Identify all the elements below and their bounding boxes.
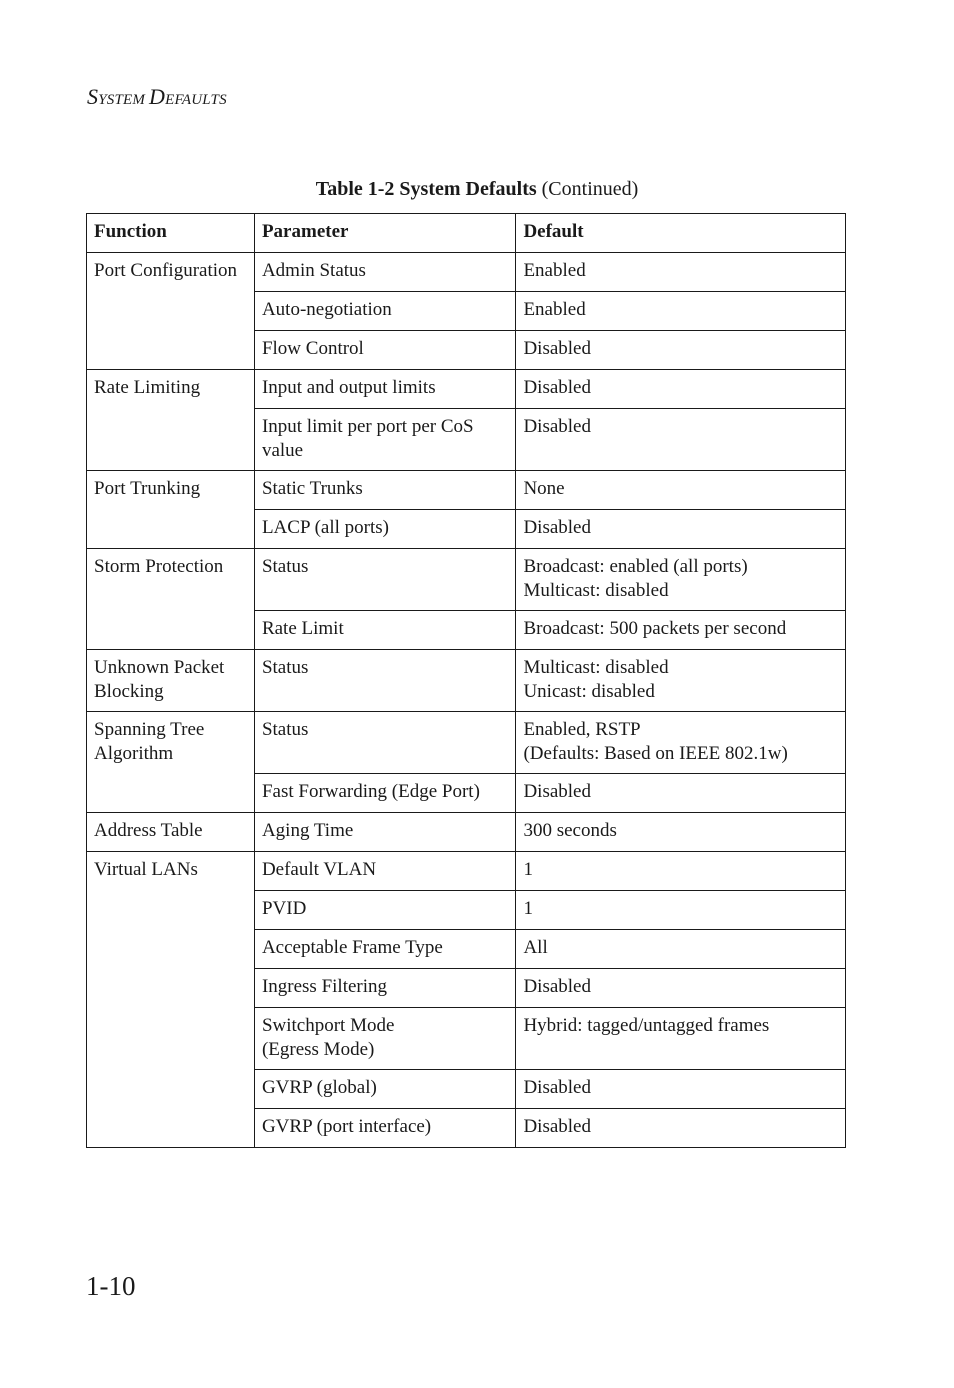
- default-cell: [516, 1070, 846, 1109]
- default-text: Disabled: [523, 1077, 591, 1098]
- parameter-cell: [254, 852, 516, 891]
- parameter-text: Rate Limit: [261, 618, 344, 639]
- table-row: [87, 852, 846, 891]
- parameter-cell: [254, 611, 516, 650]
- parameter-text: Admin Status: [261, 260, 366, 281]
- table-row: [87, 370, 846, 409]
- table-body: [87, 253, 846, 1148]
- parameter-cell: [254, 712, 516, 774]
- running-head-rest-2: EFAULTS: [165, 92, 227, 108]
- function-cell: Port Configuration: [87, 253, 255, 370]
- default-cell: [516, 891, 846, 930]
- parameter-cell: [254, 774, 516, 813]
- function-cell: Address Table: [87, 813, 255, 852]
- parameter-cell: [254, 292, 516, 331]
- parameter-cell: [254, 650, 516, 712]
- default-cell: [516, 292, 846, 331]
- parameter-text: Default VLAN: [261, 859, 377, 880]
- parameter-text: Aging Time: [261, 820, 354, 841]
- default-text: None: [523, 478, 565, 499]
- default-text: Disabled: [523, 781, 591, 802]
- function-cell: Spanning Tree Algorithm: [87, 712, 255, 813]
- parameter-text: Status: [261, 556, 309, 577]
- table-row: [87, 813, 846, 852]
- default-cell: [516, 852, 846, 891]
- default-cell: [516, 969, 846, 1008]
- default-cell: [516, 549, 846, 611]
- default-text: Disabled: [523, 338, 591, 359]
- table-row: [87, 549, 846, 611]
- parameter-cell: [254, 370, 516, 409]
- header-default: Default: [516, 214, 846, 253]
- running-head-initial-1: S: [87, 84, 99, 109]
- default-text: Hybrid: tagged/untagged frames: [523, 1015, 770, 1036]
- table-caption: [0, 178, 954, 201]
- table-row: [87, 253, 846, 292]
- function-cell: Rate Limiting: [87, 370, 255, 471]
- header-function: Function: [87, 214, 255, 253]
- default-cell: [516, 813, 846, 852]
- default-text: Broadcast: 500 packets per second: [523, 618, 787, 639]
- table-caption-continued: (Continued): [541, 178, 639, 200]
- system-defaults-table: [86, 213, 846, 1148]
- default-cell: [516, 774, 846, 813]
- default-text: 1: [523, 859, 533, 880]
- parameter-text: Input and output limits: [261, 377, 436, 398]
- parameter-text: GVRP (global): [261, 1077, 377, 1098]
- parameter-cell: [254, 1109, 516, 1148]
- table-row: [87, 712, 846, 774]
- running-head: [87, 84, 227, 110]
- parameter-text: GVRP (port interface): [261, 1116, 432, 1137]
- running-head-initial-2: D: [149, 84, 166, 109]
- default-text: Enabled: [523, 260, 586, 281]
- parameter-text: Status: [261, 657, 309, 678]
- parameter-text: LACP (all ports): [261, 517, 389, 538]
- default-text: All: [523, 937, 548, 958]
- table-row: [87, 471, 846, 510]
- default-cell: [516, 253, 846, 292]
- default-cell: [516, 409, 846, 471]
- parameter-cell: [254, 510, 516, 549]
- parameter-text: Switchport Mode (Egress Mode): [261, 1015, 395, 1060]
- parameter-cell: [254, 930, 516, 969]
- parameter-cell: [254, 253, 516, 292]
- default-text: Disabled: [523, 416, 591, 437]
- parameter-cell: [254, 471, 516, 510]
- default-cell: [516, 471, 846, 510]
- parameter-cell: [254, 1008, 516, 1070]
- default-cell: [516, 331, 846, 370]
- parameter-text: Acceptable Frame Type: [261, 937, 443, 958]
- parameter-text: Ingress Filtering: [261, 976, 388, 997]
- default-text: Disabled: [523, 1116, 591, 1137]
- default-cell: [516, 510, 846, 549]
- parameter-text: PVID: [261, 898, 307, 919]
- default-cell: [516, 930, 846, 969]
- default-text: Disabled: [523, 377, 591, 398]
- table-header-row: [87, 214, 846, 253]
- parameter-text: Auto-negotiation: [261, 299, 392, 320]
- parameter-text: Status: [261, 719, 309, 740]
- parameter-cell: [254, 813, 516, 852]
- function-cell: Unknown Packet Blocking: [87, 650, 255, 712]
- default-cell: [516, 712, 846, 774]
- parameter-text: Input limit per port per CoS value: [261, 416, 474, 461]
- function-cell: Storm Protection: [87, 549, 255, 650]
- parameter-cell: [254, 1070, 516, 1109]
- parameter-cell: [254, 891, 516, 930]
- header-parameter: Parameter: [254, 214, 516, 253]
- default-cell: [516, 1109, 846, 1148]
- default-text: Disabled: [523, 517, 591, 538]
- running-head-rest-1: YSTEM: [98, 92, 149, 108]
- default-cell: [516, 1008, 846, 1070]
- table-row: [87, 650, 846, 712]
- default-cell: [516, 611, 846, 650]
- default-cell: [516, 370, 846, 409]
- parameter-cell: [254, 969, 516, 1008]
- parameter-cell: [254, 409, 516, 471]
- default-text: Enabled: [523, 299, 586, 320]
- parameter-cell: [254, 549, 516, 611]
- parameter-cell: [254, 331, 516, 370]
- default-text: Enabled, RSTP (Defaults: Based on IEEE 802.1w): [523, 719, 788, 764]
- default-text: 300 seconds: [523, 820, 617, 841]
- default-cell: [516, 650, 846, 712]
- table-caption-title: Table 1-2 System Defaults: [315, 178, 537, 200]
- parameter-text: Fast Forwarding (Edge Port): [261, 781, 480, 802]
- default-text: 1: [523, 898, 533, 919]
- parameter-text: Flow Control: [261, 338, 364, 359]
- page-number: 1-10: [86, 1271, 136, 1301]
- function-cell: Port Trunking: [87, 471, 255, 549]
- function-cell: Virtual LANs: [87, 852, 255, 1148]
- default-text: Broadcast: enabled (all ports) Multicast: disabled: [523, 556, 748, 601]
- parameter-text: Static Trunks: [261, 478, 363, 499]
- default-text: Disabled: [523, 976, 591, 997]
- default-text: Multicast: disabled Unicast: disabled: [523, 657, 669, 702]
